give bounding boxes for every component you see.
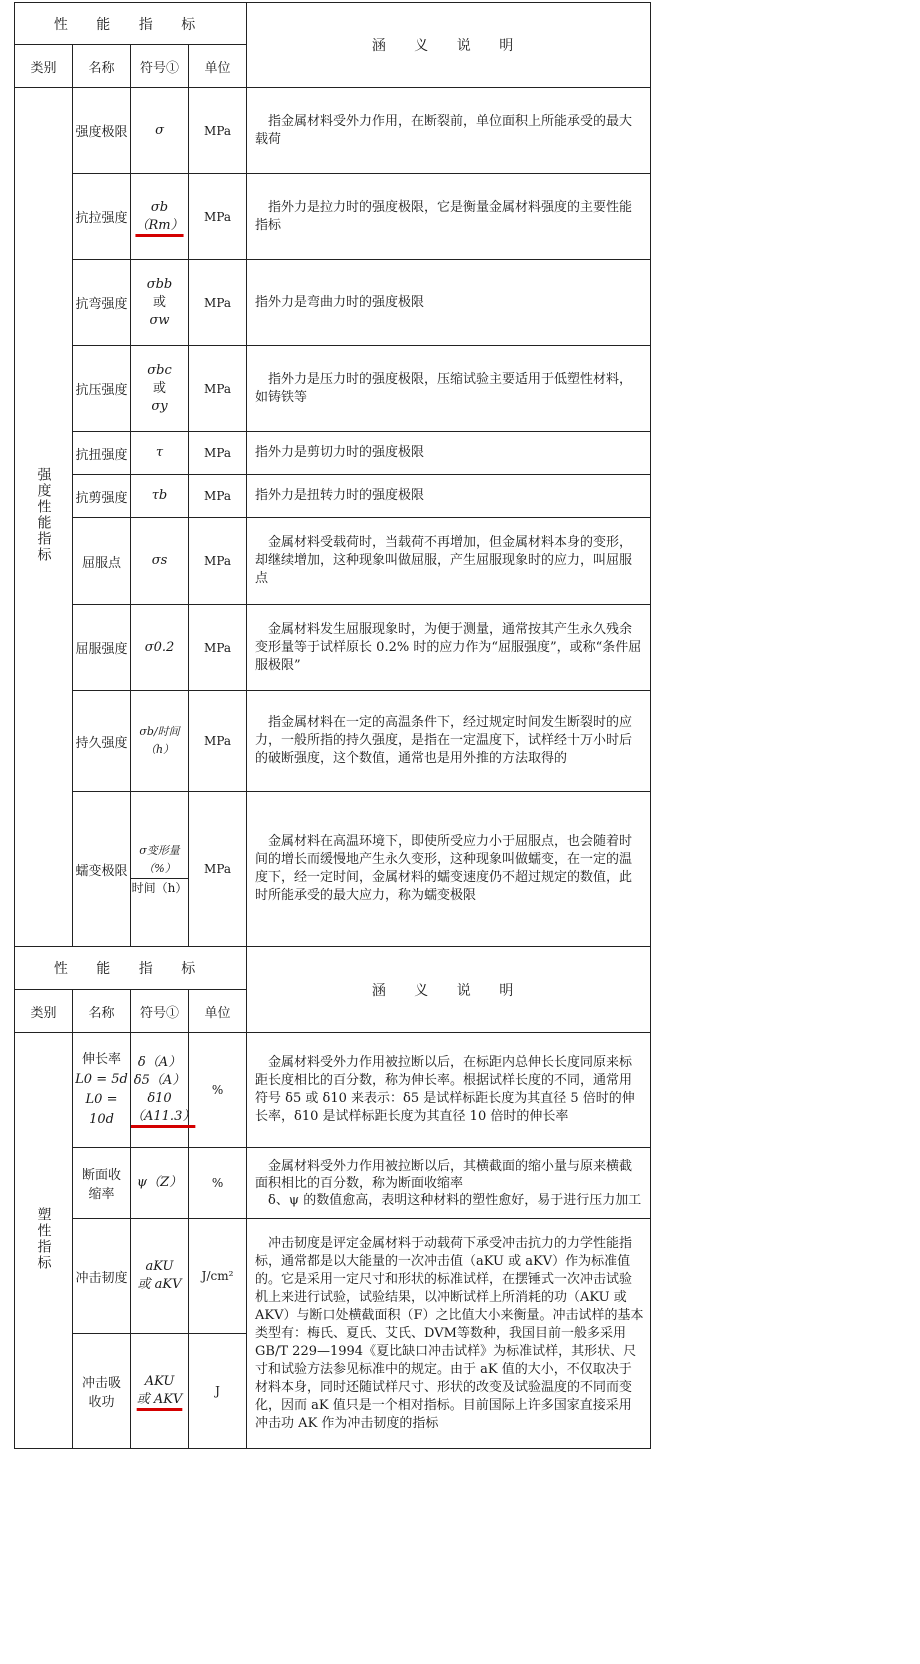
name-line: 伸长率 — [81, 1052, 121, 1067]
row-unit: % — [189, 1033, 247, 1148]
name-line: 收功 — [88, 1395, 115, 1410]
row-name: 持久强度 — [73, 691, 131, 792]
table-row — [15, 605, 651, 691]
table-row — [15, 792, 651, 947]
category-cell — [15, 1033, 73, 1449]
table-row — [15, 691, 651, 792]
col-symbol: 符号① — [131, 990, 189, 1033]
category-cell — [15, 88, 73, 947]
symbol-line: aKU — [145, 1259, 174, 1274]
plasticity-table — [14, 946, 651, 1449]
row-symbol — [131, 1033, 196, 1148]
row-name: 抗弯强度 — [73, 260, 131, 346]
strength-table — [14, 2, 651, 947]
row-unit: MPa — [189, 518, 247, 605]
table-row — [15, 432, 651, 475]
symbol-line: AKU — [144, 1374, 175, 1389]
row-symbol: τ — [131, 432, 189, 475]
row-symbol — [131, 1219, 189, 1334]
symbol-line-underlined: 或 AKV — [136, 1392, 183, 1407]
table-row — [15, 1033, 651, 1148]
row-unit: MPa — [189, 475, 247, 518]
row-unit: MPa — [189, 88, 247, 174]
col-unit: 单位 — [189, 45, 247, 88]
row-symbol — [131, 1334, 189, 1449]
row-unit: % — [189, 1148, 247, 1219]
fraction-numerator: σ变形量（%） — [131, 842, 188, 879]
meaning-header: 涵 义 说 明 — [247, 3, 651, 88]
category-label: 强度性能指标 — [35, 467, 52, 563]
name-line: 缩率 — [88, 1187, 115, 1202]
name-line: 冲击吸 — [81, 1376, 121, 1391]
row-name: 屈服点 — [73, 518, 131, 605]
row-desc: 指金属材料在一定的高温条件下，经过规定时间发生断裂时的应力，一般所指的持久强度，是指在一定温度下，试样经十万小时后的破断强度，这个数值，通常也是用外推的方法取得的 — [247, 691, 651, 792]
col-unit: 单位 — [189, 990, 247, 1033]
symbol-line: δ5（A） — [133, 1073, 186, 1088]
row-name: 蠕变极限 — [73, 792, 131, 947]
perf-index-header: 性 能 指 标 — [15, 947, 247, 990]
symbol-line: σb — [150, 199, 169, 215]
row-symbol: σ — [131, 88, 189, 174]
row-desc: 金属材料受载荷时，当载荷不再增加，但金属材料本身的变形，却继续增加，这种现象叫做屈服，产生屈服现象时的应力，叫屈服点 — [247, 518, 651, 605]
row-unit: J — [189, 1334, 247, 1449]
row-unit: MPa — [189, 260, 247, 346]
row-unit: MPa — [189, 432, 247, 475]
row-desc: 指外力是扭转力时的强度极限 — [247, 475, 651, 518]
symbol-line: σbc — [147, 362, 172, 378]
table-row — [15, 260, 651, 346]
table-row — [15, 88, 651, 174]
row-name: 抗剪强度 — [73, 475, 131, 518]
row-unit: MPa — [189, 792, 247, 947]
row-desc — [247, 1148, 651, 1219]
category-label: 塑性指标 — [35, 1206, 52, 1271]
meaning-header: 涵 义 说 明 — [247, 947, 651, 1033]
row-symbol: τb — [131, 475, 189, 518]
symbol-line: δ（A） — [137, 1055, 182, 1070]
row-desc: 指外力是压力时的强度极限，压缩试验主要适用于低塑性材料，如铸铁等 — [247, 346, 651, 432]
row-unit: MPa — [189, 174, 247, 260]
row-symbol: σb/时间（h） — [131, 691, 189, 792]
row-desc: 指外力是弯曲力时的强度极限 — [247, 260, 651, 346]
row-desc: 金属材料在高温环境下，即使所受应力小于屈服点，也会随着时间的增长而缓慢地产生永久变形，这种现象叫做蠕变，在一定的温度下，经一定时间，金属材料的蠕变速度仍不超过规定的数值，此时所能承受的最大应力，称为蠕变极限 — [247, 792, 651, 947]
row-name: 抗扭强度 — [73, 432, 131, 475]
row-desc: 金属材料发生屈服现象时，为便于测量，通常按其产生永久残余变形量等于试样原长 0.2% 时的应力作为“屈服强度”，或称“条件屈服极限” — [247, 605, 651, 691]
document-page — [14, 2, 650, 1449]
name-line: L0 = 5d — [75, 1072, 128, 1087]
table-row — [15, 1148, 651, 1219]
row-desc: 指外力是剪切力时的强度极限 — [247, 432, 651, 475]
symbol-line: 或 aKV — [137, 1277, 182, 1292]
row-desc: 金属材料受外力作用被拉断以后，在标距内总伸长长度同原来标距长度相比的百分数，称为伸长率。根据试样长度的不同，通常用符号 δ5 或 δ10 来表示：δ5 是试样标距长度为其直径 5 倍时的伸长率，δ10 是试样标距长度为其直径 10 倍时的伸长率 — [247, 1033, 651, 1148]
table-row — [15, 518, 651, 605]
row-symbol: ψ（Z） — [131, 1148, 189, 1219]
row-name: 强度极限 — [73, 88, 131, 174]
col-name: 名称 — [73, 45, 131, 88]
row-unit: MPa — [189, 605, 247, 691]
desc-line: 金属材料受外力作用被拉断以后，其横截面的缩小量与原来横截面积相比的百分数，称为断面收缩率 — [255, 1158, 633, 1191]
row-symbol — [131, 792, 189, 947]
symbol-line-underlined: （Rm） — [135, 217, 184, 233]
col-category: 类别 — [15, 45, 73, 88]
col-name: 名称 — [73, 990, 131, 1033]
fraction-denominator: 时间（h） — [131, 880, 188, 895]
row-name — [73, 1033, 131, 1148]
row-name: 冲击韧度 — [73, 1219, 131, 1334]
row-name — [73, 1148, 131, 1219]
table-row — [15, 475, 651, 518]
symbol-line-underlined: （A11.3） — [131, 1109, 196, 1124]
row-name: 抗拉强度 — [73, 174, 131, 260]
impact-desc: 冲击韧度是评定金属材料于动载荷下承受冲击抗力的力学性能指标，通常都是以大能量的一次冲击值（aKU 或 aKV）作为标准值的。它是采用一定尺寸和形状的标准试样，在摆锤式一次冲击试验机上来进行试验，试验结果，以冲断试样上所消耗的功（AKU 或 AKV）与断口处横截面积（F）之比值大小来衡量。冲击试样的基本类型有：梅氏、夏氏、艾氏、DVM等数种，我国目前一般多采用 GB/T 229—1994《夏比缺口冲击试样》为标准试样，其形状、尺寸和试验方法参见标准中的规定。由于 aK 值的大小，不仅取决于材料本身，同时还随试样尺寸、形状的改变及试验温度的不同而变化，因而 aK 值只是一个相对指标。目前国际上许多国家直接采用冲击功 AK 作为冲击韧度的指标 — [247, 1219, 651, 1449]
row-unit: J/cm² — [189, 1219, 247, 1334]
symbol-line: δ10 — [147, 1091, 172, 1106]
table-row — [15, 346, 651, 432]
symbol-line: σbb — [146, 276, 173, 292]
row-symbol — [131, 174, 189, 260]
row-desc: 指金属材料受外力作用，在断裂前，单位面积上所能承受的最大载荷 — [247, 88, 651, 174]
desc-line: δ、ψ 的数值愈高，表明这种材料的塑性愈好，易于进行压力加工 — [255, 1192, 642, 1208]
col-symbol: 符号① — [131, 45, 189, 88]
col-category: 类别 — [15, 990, 73, 1033]
row-name — [73, 1334, 131, 1449]
row-symbol — [131, 346, 189, 432]
name-line: L0 = 10d — [85, 1092, 118, 1127]
symbol-line: σw — [149, 312, 170, 328]
symbol-or: 或 — [152, 294, 166, 310]
row-unit: MPa — [189, 691, 247, 792]
row-unit: MPa — [189, 346, 247, 432]
symbol-or: 或 — [152, 380, 166, 396]
row-name: 抗压强度 — [73, 346, 131, 432]
row-symbol: σ0.2 — [131, 605, 189, 691]
name-line: 断面收 — [81, 1168, 121, 1183]
row-symbol — [131, 260, 189, 346]
symbol-line: σy — [151, 398, 168, 414]
table-row — [15, 1219, 651, 1334]
row-name: 屈服强度 — [73, 605, 131, 691]
row-desc: 指外力是拉力时的强度极限，它是衡量金属材料强度的主要性能指标 — [247, 174, 651, 260]
perf-index-header: 性 能 指 标 — [15, 3, 247, 45]
row-symbol: σs — [131, 518, 189, 605]
table-row — [15, 174, 651, 260]
